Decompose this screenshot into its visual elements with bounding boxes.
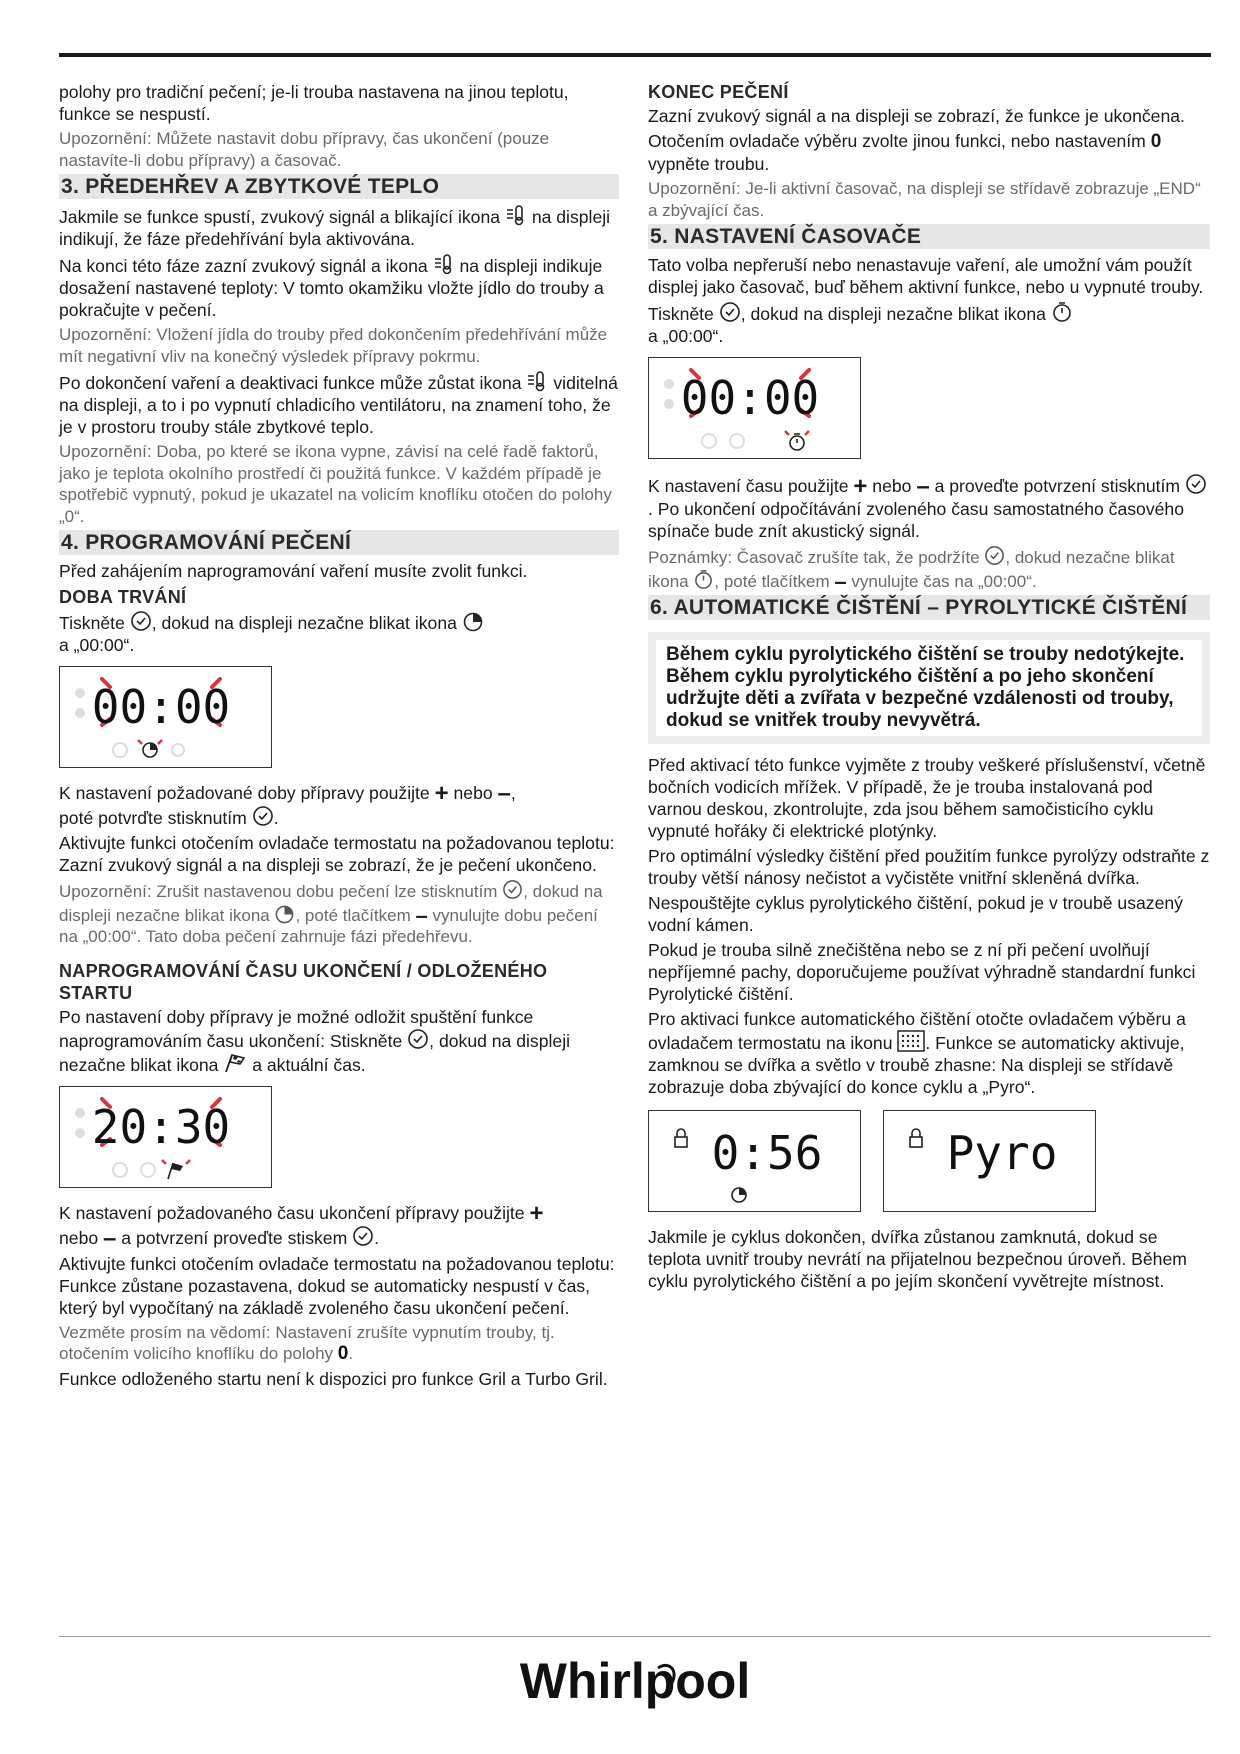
timer-icon [693,569,714,590]
confirm-button-icon [252,805,274,827]
end-cooking-note: Upozornění: Je-li aktivní časovač, na displeji se střídavě zobrazuje „END“ a zbývající čas. [648,179,1201,220]
safety-warning-box [648,632,1210,744]
clock-button-icon [407,1028,429,1050]
top-rule [59,53,1211,57]
s3-note-1: Upozornění: Vložení jídla do trouby před dokončením předehřívání může mít negativní vliv na konečný výsledek přípravy pokrmu. [59,325,608,366]
display-timer [648,357,861,459]
minus-icon: – [103,1224,117,1252]
display-end-time-graphic [60,1087,270,1186]
s5-note: Poznámky: Časovač zrušíte tak, že podržíte , dokud nezačne blikat ikona , poté tlačítkem – vynulujte čas na „00:00“. [648,545,1210,592]
s6-paragraph-3: Nespouštějte cyklus pyrolytického čištění, pokud je v troubě usazený vodní kámen. [648,893,1183,935]
end-cooking-paragraph-2: Otočením ovladače výběru zvolte jinou funkci, nebo nastavením 0 vypněte troubu. [648,131,1162,174]
end-note: Vezměte prosím na vědomí: Nastavení zrušíte vypnutím trouby, tj. otočením volicího knoflíku do polohy 0. [59,1322,555,1364]
end-paragraph-4: Funkce odloženého startu není k dispozici pro funkce Gril a Turbo Gril. [59,1368,608,1389]
s3-paragraph-1: Jakmile se funkce spustí, zvukový signál a blikající ikona na displeji indikují, že fáze předehřívání byla aktivována. [59,204,619,250]
s3-paragraph-3: Po dokončení vaření a deaktivaci funkce může zůstat ikona viditelná na displeji, a to i po vypnutí chladicího ventilátoru, na znamení toho, že je v prostoru trouby stále zbytkové teplo. [59,370,619,438]
plus-icon: + [853,473,868,500]
display-duration [59,666,272,768]
intro-text: polohy pro tradiční pečení; je-li trouba nastavena na jinou teplotu, funkce se nespustí. [59,82,569,124]
plus-icon: + [529,1199,544,1227]
clock-button-icon [984,545,1005,566]
minus-icon: – [916,473,930,500]
confirm-button-icon [352,1225,374,1247]
right-column [648,81,1210,1295]
preheat-icon [433,253,455,275]
s6-paragraph-4: Pokud je trouba silně znečištěna nebo se z ní při pečení uvolňují nepříjemné pachy, doporučujeme používat výhradně standardní funkci Pyrolytické čištění. [648,940,1196,1004]
pyrolysis-icon [897,1030,925,1052]
s5-paragraph-1: Tato volba nepřeruší nebo nenastavuje vaření, ale umožní vám použít displej jako časovač, buď během aktivní funkce, nebo u vypnuté trouby. [648,255,1204,297]
duration-heading: DOBA TRVÁNÍ [59,587,187,607]
display-pyro-label [883,1110,1096,1212]
section-5-title: 5. NASTAVENÍ ČASOVAČE [648,224,1210,249]
display-duration-digits: 00:00 [91,680,231,734]
end-paragraph-1: Po nastavení doby přípravy je možné odložit spuštění funkce naprogramováním času ukončení: Stiskněte , dokud na displeji nezačne blikat ikona a aktuální čas. [59,1006,571,1075]
display-pyro-label-graphic [884,1111,1094,1210]
pyro-displays [648,1110,1210,1212]
section-3-title: 3. PŘEDEHŘEV A ZBYTKOVÉ TEPLO [59,174,619,199]
display-end-time [59,1086,272,1188]
clock-button-icon [130,610,152,632]
minus-icon: – [415,902,428,928]
end-paragraph-3: Aktivujte funkci otočením ovladače termostatu na požadovanou teplotu: Funkce zůstane pozastavena, dokud se automaticky nespustí v čas, který byl vypočítaný na základě zvoleného času ukončení pečení. [59,1253,615,1318]
s6-paragraph-1: Před aktivací této funkce vyjměte z trouby veškeré příslušenství, včetně bočních vodicích mřížek. V případě, že je trouba instalovaná pod varnou deskou, zkontrolujte, zda jsou během samočisticího cyklu vypnuté hořáky či elektrické plotýnky. [648,755,1206,841]
s6-paragraph-6: Jakmile je cyklus dokončen, dvířka zůstanou zamknutá, dokud se teplota uvnitř trouby nevrátí na přijatelnou bezpečnou úroveň. Během cyklu pyrolytického čištění a po jejím skončení vyvětrejte místnost. [648,1227,1187,1291]
duration-icon [274,903,295,924]
duration-icon [462,610,484,632]
section-6-title: 6. AUTOMATICKÉ ČIŠTĚNÍ – PYROLYTICKÉ ČIŠTĚNÍ [648,595,1210,620]
zero-position-symbol: 0 [337,1343,349,1364]
display-pyro-time-digits: 0:56 [711,1126,823,1180]
display-duration-graphic [60,667,270,766]
minus-icon: – [834,568,847,594]
clock-button-icon [502,879,523,900]
end-paragraph-2: K nastavení požadovaného času ukončení přípravy použijte + nebo – a potvrzení proveďte stiskem . [59,1199,544,1252]
svg-text:Whirlpool: Whirlpool [520,1653,750,1709]
end-cooking-paragraph-1: Zazní zvukový signál a na displeji se zobrazí, že funkce je ukončena. [648,106,1185,126]
preheat-icon [505,204,527,226]
safety-warning-text: Během cyklu pyrolytického čištění se trouby nedotýkejte. Během cyklu pyrolytického čištění a po jeho skončení udržujte děti a zvířata v bezpečné vzdálenosti od trouby, dokud se vnitřek trouby nevyvětrá. [656,640,1202,736]
end-time-flag-icon [223,1052,247,1074]
left-column [59,81,619,1393]
s3-note-2: Upozornění: Doba, po které se ikona vypne, závisí na celé řadě faktorů, jako je teplota okolního prostředí či použitá funkce. V každém případě je spotřebič vypnutý, pokud je ukazatel na volicím knoflíku otočen do polohy „0“. [59,442,612,526]
intro-note: Upozornění: Můžete nastavit dobu přípravy, čas ukončení (pouze nastavíte-li dobu přípravy) a časovač. [59,129,550,170]
display-timer-digits: 00:00 [680,371,820,425]
s5-paragraph-3: K nastavení času použijte + nebo – a proveďte potvrzení stisknutím . Po ukončení odpočítávání zvoleného času samostatného časového spínače bude znít akustický signál. [648,473,1210,542]
timer-icon [1051,301,1073,323]
residual-heat-icon [526,370,548,392]
display-end-time-digits: 20:30 [91,1099,231,1154]
s3-paragraph-2: Na konci této fáze zazní zvukový signál a ikona na displeji indikuje dosažení nastavené teploty: V tomto okamžiku vložte jídlo do trouby a pokračujte v pečení. [59,253,619,321]
zero-position-symbol: 0 [1150,131,1162,152]
s6-paragraph-2: Pro optimální výsledky čištění před použitím funkce pyrolýzy odstraňte z trouby větší nánosy nečistot a vyčistěte vnitřní skleněná dvířka. [648,846,1210,888]
duration-paragraph-1: Tiskněte , dokud na displeji nezačne blikat ikona a „00:00“. [59,610,619,656]
s5-paragraph-2: Tiskněte , dokud na displeji nezačne blikat ikona a „00:00“. [648,301,1210,347]
s4-paragraph-1: Před zahájením naprogramování vaření musíte zvolit funkci. [59,561,528,581]
minus-icon: – [497,780,511,807]
confirm-button-icon [1185,473,1207,495]
plus-icon: + [434,780,449,807]
section-4-title: 4. PROGRAMOVÁNÍ PEČENÍ [59,530,619,555]
duration-paragraph-2: K nastavení požadované doby přípravy použijte + nebo –, poté potvrďte stisknutím . [59,780,516,828]
end-cooking-heading: KONEC PEČENÍ [648,82,789,102]
display-pyro-label-text: Pyro [946,1126,1058,1180]
display-pyro-time-graphic [649,1111,859,1210]
brand-logo [520,1650,750,1720]
display-pyro-time [648,1110,861,1212]
s6-paragraph-5: Pro aktivaci funkce automatického čištění otočte ovladačem výběru a ovladačem termostatu na ikonu . Funkce se automaticky aktivuje, zamknou se dvířka a světlo v troubě zhasne: Na displeji se střídavě zobrazuje doba zbývající do konce cyklu a „Pyro“. [648,1009,1186,1097]
whirlpool-logo [520,1650,750,1720]
end-time-heading: NAPROGRAMOVÁNÍ ČASU UKONČENÍ / ODLOŽENÉHO STARTU [59,960,548,1003]
display-timer-graphic [649,358,859,457]
duration-note: Upozornění: Zrušit nastavenou dobu pečení lze stisknutím , dokud na displeji nezačne blikat ikona , poté tlačítkem – vynulujte dobu pečení na „00:00“. Tato doba pečení zahrnuje fázi předehřevu. [59,879,619,948]
clock-button-icon [719,301,741,323]
duration-paragraph-3: Aktivujte funkci otočením ovladače termostatu na požadovanou teplotu: Zazní zvukový signál a na displeji se zobrazí, že je pečení ukončeno. [59,833,615,875]
bottom-rule [59,1636,1211,1637]
